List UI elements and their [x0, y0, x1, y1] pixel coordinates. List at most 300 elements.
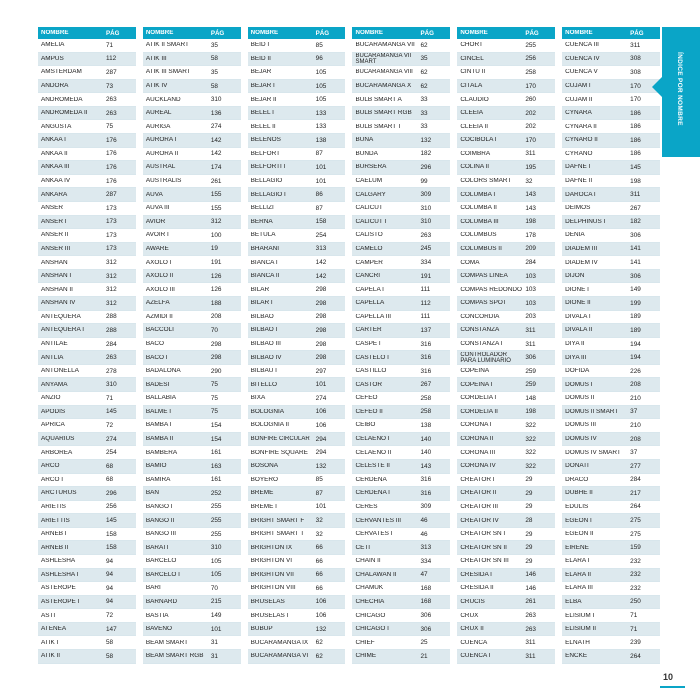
product-name: CREATOR SN I — [460, 531, 506, 538]
page-ref: 155 — [210, 204, 222, 212]
product-name: CINTU II — [460, 69, 486, 76]
product-name: DOMUS I — [565, 381, 593, 388]
table-row — [248, 148, 346, 162]
product-name: CERDEÑA I — [355, 490, 390, 497]
page-ref: 287 — [106, 191, 117, 199]
product-name: CASTELO I — [355, 354, 389, 361]
table-row — [143, 351, 241, 365]
product-name: COMPAS LINEA — [460, 273, 508, 280]
table-row — [248, 487, 346, 501]
product-name: CLAUDIO — [460, 96, 489, 103]
table-row — [248, 392, 346, 406]
page-ref: 62 — [420, 82, 428, 90]
product-name: DIYA III — [565, 354, 587, 361]
table-row — [562, 39, 660, 53]
product-name: ANGUSTA — [41, 123, 72, 130]
product-name: DOMUS II SMART — [565, 408, 619, 415]
table-row — [352, 161, 450, 175]
page-ref: 298 — [315, 354, 327, 362]
page-ref: 94 — [106, 584, 114, 592]
header-name-label: NOMBRE — [355, 30, 383, 36]
page-ref: 85 — [315, 476, 323, 484]
product-name: ELBA — [565, 598, 582, 605]
product-name: ATIK I — [41, 639, 59, 646]
table-row — [248, 134, 346, 148]
table-row — [38, 229, 136, 243]
product-name: ATIK II SMART — [145, 42, 189, 49]
table-row — [143, 433, 241, 447]
page-ref: 140 — [420, 435, 432, 443]
table-row — [457, 175, 555, 189]
table-row — [38, 202, 136, 216]
table-row — [248, 582, 346, 596]
page-ref: 311 — [630, 191, 641, 199]
page-ref: 101 — [315, 503, 327, 511]
product-name: ANSER II — [41, 232, 69, 239]
page-ref: 106 — [315, 612, 327, 620]
table-row — [457, 134, 555, 148]
product-name: CRUX II — [460, 626, 484, 633]
page-ref: 161 — [210, 476, 222, 484]
page-ref: 100 — [210, 231, 222, 239]
table-row — [562, 324, 660, 338]
page-ref: 322 — [525, 449, 536, 457]
product-name: BARCELO I — [145, 571, 180, 578]
product-name: ATIK II — [41, 653, 61, 660]
product-name: BUCARAMANGA VI — [250, 653, 309, 660]
product-name: AVIOR — [145, 218, 166, 225]
page-ref: 155 — [210, 191, 222, 199]
table-row — [457, 297, 555, 311]
page-ref: 198 — [525, 408, 536, 416]
header-page-label: PÁG — [525, 29, 539, 37]
page-ref: 232 — [630, 584, 641, 592]
product-name: CARTER — [355, 327, 382, 334]
table-row — [38, 392, 136, 406]
product-name: AMELIA — [41, 42, 65, 49]
header-page-label: PÁG — [630, 29, 644, 37]
table-row — [143, 596, 241, 610]
product-name: BITELLO — [250, 381, 277, 388]
product-name: DIONE II — [565, 300, 591, 307]
table-row — [248, 406, 346, 420]
table-row — [143, 487, 241, 501]
product-name: AURIGA — [145, 123, 171, 130]
product-name: EIRENE — [565, 544, 589, 551]
page-ref: 105 — [315, 96, 327, 104]
product-name: AXOLO I — [145, 259, 172, 266]
table-row — [562, 53, 660, 67]
table-row — [562, 161, 660, 175]
table-row — [143, 528, 241, 542]
table-row — [352, 93, 450, 107]
table-row — [352, 609, 450, 623]
table-row — [143, 297, 241, 311]
page-ref: 62 — [315, 639, 323, 647]
table-row — [248, 66, 346, 80]
page-ref: 259 — [525, 381, 536, 389]
product-name: CITALA — [460, 83, 483, 90]
page-ref: 94 — [106, 598, 114, 606]
page-ref: 310 — [420, 204, 432, 212]
page-ref: 145 — [630, 163, 641, 171]
page-ref: 311 — [525, 639, 536, 647]
page-ref: 103 — [525, 299, 536, 307]
page-ref: 133 — [315, 123, 327, 131]
product-name: CAPELLA III — [355, 313, 392, 320]
page-ref: 208 — [210, 313, 222, 321]
table-row — [457, 433, 555, 447]
product-name: ARBOREA — [41, 449, 73, 456]
table-row — [143, 39, 241, 53]
product-name: BALME I — [145, 408, 172, 415]
page-ref: 263 — [525, 625, 536, 633]
product-name: CRESIDA I — [460, 571, 492, 578]
product-name: BEID I — [250, 42, 270, 49]
product-name: DONATI — [565, 463, 589, 470]
table-row — [352, 582, 450, 596]
page-ref: 311 — [525, 150, 536, 158]
table-row — [457, 623, 555, 637]
table-row — [562, 474, 660, 488]
product-name: DENIA — [565, 232, 585, 239]
page-ref: 189 — [630, 326, 641, 334]
table-row — [457, 609, 555, 623]
table-row — [457, 80, 555, 94]
index-column — [38, 27, 136, 664]
product-name: CORONA I — [460, 422, 492, 429]
product-name: CAPELLA — [355, 300, 385, 307]
page-ref: 154 — [210, 421, 222, 429]
product-name: CHALAWAN II — [355, 571, 397, 578]
table-row — [352, 53, 450, 67]
product-name: ELARA III — [565, 585, 593, 592]
page-ref: 298 — [210, 340, 222, 348]
page-ref: 105 — [210, 557, 222, 565]
page-ref: 334 — [420, 259, 432, 267]
table-row — [248, 474, 346, 488]
product-name: ASHLESHA — [41, 558, 76, 565]
product-name: CORONA III — [460, 449, 496, 456]
page-ref: 106 — [315, 598, 327, 606]
page-ref: 143 — [420, 462, 432, 470]
product-name: AUSTRAL — [145, 164, 176, 171]
page-ref: 29 — [525, 544, 533, 552]
product-name: AZELFA — [145, 300, 170, 307]
page-ref: 174 — [210, 163, 222, 171]
table-row — [562, 528, 660, 542]
product-name: BUCARAMANGA IX — [250, 639, 309, 646]
table-row — [562, 175, 660, 189]
product-name: CHORT — [460, 42, 483, 49]
table-row — [352, 650, 450, 664]
product-name: BELFORTI I — [250, 164, 286, 171]
product-name: CALICUT — [355, 205, 383, 212]
product-name: COLUMBA III — [460, 218, 499, 225]
product-name: ENCKE — [565, 653, 588, 660]
table-row — [562, 569, 660, 583]
table-row — [562, 148, 660, 162]
table-row — [457, 487, 555, 501]
table-row — [352, 378, 450, 392]
product-name: BRIGHTON IX — [250, 544, 293, 551]
product-name: ELISIUM I — [565, 612, 595, 619]
product-name: ANSER III — [41, 245, 71, 252]
table-row — [352, 555, 450, 569]
table-row — [352, 311, 450, 325]
product-name: BUNA — [355, 137, 374, 144]
table-row — [562, 596, 660, 610]
page-ref: 85 — [315, 41, 323, 49]
table-row — [38, 93, 136, 107]
table-row — [38, 528, 136, 542]
product-name: ANSER I — [41, 218, 67, 225]
page-ref: 311 — [525, 652, 536, 660]
product-name: BACO I — [145, 354, 168, 361]
page-ref: 209 — [525, 245, 536, 253]
table-row — [562, 433, 660, 447]
table-row — [143, 93, 241, 107]
page-ref: 263 — [420, 231, 432, 239]
table-row — [38, 419, 136, 433]
page-ref: 176 — [106, 163, 117, 171]
page-ref: 298 — [210, 354, 222, 362]
product-name: DOMUS IV — [565, 436, 597, 443]
product-name: BOSONA — [250, 463, 279, 470]
page-ref: 296 — [420, 163, 432, 171]
table-row — [143, 555, 241, 569]
page-ref: 274 — [106, 435, 117, 443]
product-name: DIVALA I — [565, 313, 591, 320]
product-name: ANDORA — [41, 83, 69, 90]
product-name: BRUSELAS — [250, 598, 285, 605]
page-ref: 66 — [315, 571, 323, 579]
page-ref: 75 — [210, 381, 218, 389]
table-row — [562, 311, 660, 325]
table-row — [248, 501, 346, 515]
table-row — [38, 243, 136, 257]
page-ref: 306 — [525, 354, 536, 362]
product-name: DUBHE II — [565, 490, 593, 497]
product-name: BOLOGNIA — [250, 408, 285, 415]
page-ref: 145 — [106, 517, 117, 525]
table-row — [457, 93, 555, 107]
product-name: AXOLO III — [145, 286, 175, 293]
product-name: DIVALA II — [565, 327, 593, 334]
product-name: BRIGHTON VI — [250, 558, 293, 565]
product-name: CANCRI — [355, 273, 380, 280]
table-row — [352, 39, 450, 53]
page-ref: 202 — [525, 109, 536, 117]
product-name: AUCKLAND — [145, 96, 181, 103]
product-name: BAMIO — [145, 463, 167, 470]
page-ref: 298 — [315, 326, 327, 334]
page-ref: 138 — [315, 136, 327, 144]
page-ref: 158 — [106, 544, 117, 552]
header-page-label: PÁG — [106, 29, 120, 37]
product-name: BILBAO IV — [250, 354, 282, 361]
product-name: CUENCA — [460, 639, 488, 646]
page-ref: 287 — [106, 68, 117, 76]
product-name: BUCARAMANGA VII SMART — [355, 52, 412, 65]
table-row — [143, 514, 241, 528]
product-name: BARATI — [145, 544, 169, 551]
product-name: CHAMUK — [355, 585, 384, 592]
table-row — [562, 636, 660, 650]
product-name: CEFEO — [355, 395, 378, 402]
product-name: CAMPER — [355, 259, 383, 266]
page-ref: 274 — [315, 394, 327, 402]
table-row — [352, 188, 450, 202]
table-row — [352, 636, 450, 650]
column-header — [562, 27, 660, 39]
table-row — [38, 650, 136, 664]
product-name: CALGARY — [355, 191, 386, 198]
page-ref: 132 — [420, 136, 432, 144]
page-ref: 306 — [630, 231, 641, 239]
page-ref: 254 — [106, 449, 117, 457]
page-ref: 250 — [630, 598, 641, 606]
index-table — [38, 27, 660, 664]
table-row — [248, 229, 346, 243]
table-row — [457, 474, 555, 488]
table-row — [457, 338, 555, 352]
page-ref: 316 — [420, 354, 432, 362]
table-row — [457, 528, 555, 542]
product-name: COMPAS SPOT — [460, 300, 507, 307]
page-ref: 142 — [210, 136, 222, 144]
product-name: DAROCA I — [565, 191, 596, 198]
table-row — [143, 460, 241, 474]
page-ref: 170 — [630, 96, 641, 104]
page-ref: 316 — [420, 367, 432, 375]
product-name: BILBAU I — [250, 368, 277, 375]
page-ref: 29 — [525, 489, 533, 497]
product-name: BAMBA II — [145, 436, 174, 443]
page-ref: 146 — [525, 571, 536, 579]
product-name: ELARA II — [565, 571, 592, 578]
table-row — [562, 134, 660, 148]
table-row — [352, 569, 450, 583]
page-ref: 29 — [525, 530, 533, 538]
side-tab-label: ÍNDICE POR NOMBRE — [676, 52, 683, 126]
page-ref: 163 — [210, 462, 222, 470]
table-row — [562, 582, 660, 596]
page-ref: 58 — [106, 652, 114, 660]
table-row — [562, 120, 660, 134]
product-name: AUVA — [145, 191, 163, 198]
product-name: CYNARA II — [565, 123, 597, 130]
product-name: AQUARIUS — [41, 436, 75, 443]
table-row — [457, 650, 555, 664]
page-ref: 294 — [315, 449, 327, 457]
page-ref: 226 — [630, 367, 641, 375]
product-name: BRIGHT SMART T — [250, 531, 305, 538]
product-name: BILAR I — [250, 300, 273, 307]
product-name: BARI — [145, 585, 161, 592]
page-ref: 33 — [420, 123, 428, 131]
page-ref: 33 — [420, 109, 428, 117]
table-row — [457, 216, 555, 230]
product-name: COLUMBA II — [460, 205, 497, 212]
table-row — [562, 406, 660, 420]
product-name: BIANCA II — [250, 273, 280, 280]
product-name: BADALONA — [145, 368, 181, 375]
table-row — [143, 148, 241, 162]
page-ref: 309 — [420, 191, 432, 199]
table-row — [457, 107, 555, 121]
page-ref: 75 — [106, 123, 114, 131]
page-ref: 290 — [210, 367, 222, 375]
page-ref: 68 — [106, 462, 114, 470]
table-row — [562, 555, 660, 569]
product-name: BRIGHTON VII — [250, 571, 294, 578]
table-row — [352, 297, 450, 311]
page-ref: 158 — [315, 218, 327, 226]
table-row — [248, 283, 346, 297]
page-ref: 86 — [315, 191, 323, 199]
table-row — [143, 365, 241, 379]
product-name: BAMIRA — [145, 476, 171, 483]
page-ref: 141 — [630, 245, 641, 253]
table-row — [457, 406, 555, 420]
product-name: ANTLIA — [41, 354, 64, 361]
product-name: CONSTANZA I — [460, 341, 503, 347]
page-ref: 141 — [630, 259, 641, 267]
table-row — [38, 53, 136, 67]
product-name: BEJAR — [250, 69, 272, 76]
page-ref: 245 — [420, 245, 432, 253]
table-row — [248, 351, 346, 365]
page-ref: 194 — [630, 340, 641, 348]
header-name-label: NOMBRE — [41, 30, 69, 36]
page-ref: 173 — [106, 245, 117, 253]
page-ref: 316 — [420, 489, 432, 497]
table-row — [248, 39, 346, 53]
table-row — [352, 229, 450, 243]
table-row — [352, 460, 450, 474]
table-row — [143, 338, 241, 352]
table-row — [143, 202, 241, 216]
product-name: ANTILAE — [41, 341, 68, 347]
product-name: DIADEM III — [565, 245, 598, 252]
page-ref: 198 — [630, 177, 641, 185]
product-name: BIANCA I — [250, 259, 278, 266]
product-name: ASTEROPE — [41, 585, 76, 592]
product-name: BULB SMART T — [355, 123, 402, 130]
table-row — [562, 270, 660, 284]
table-row — [248, 107, 346, 121]
table-row — [457, 351, 555, 365]
product-name: BONFIRE CIRCULAR — [250, 436, 310, 443]
page-ref: 267 — [420, 381, 432, 389]
table-row — [38, 474, 136, 488]
table-row — [562, 66, 660, 80]
page-ref: 298 — [315, 286, 327, 294]
page-ref: 176 — [106, 177, 117, 185]
table-row — [352, 283, 450, 297]
table-row — [248, 514, 346, 528]
table-row — [248, 609, 346, 623]
table-row — [457, 446, 555, 460]
table-row — [38, 324, 136, 338]
product-name: COLUMBA I — [460, 191, 496, 198]
page-ref: 32 — [315, 530, 323, 538]
page-ref: 37 — [630, 408, 638, 416]
table-row — [38, 120, 136, 134]
page-ref: 261 — [210, 177, 222, 185]
page-ref: 284 — [630, 476, 641, 484]
